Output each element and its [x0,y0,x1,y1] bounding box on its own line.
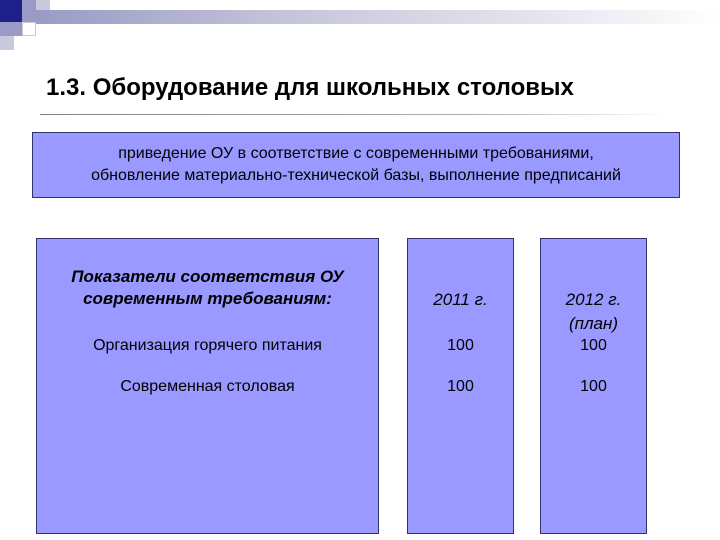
indicator-header-line-2: современным требованиям: [83,289,332,308]
corner-square-mid-2 [0,22,22,36]
year-2012-header-line-1: 2012 г. [565,290,622,309]
corner-square-white [22,22,36,36]
page-title: 1.3. Оборудование для школьных столовых [46,74,574,101]
value-2012-hot-meals: 100 [580,337,607,354]
indicator-header-line-1: Показатели соответствия ОУ [71,267,344,286]
year-2011-column [407,238,514,534]
year-2012-header-line-2: (план) [568,314,619,333]
description-line-1: приведение ОУ в соответствие с современными требованиями, [118,145,594,162]
description-line-2: обновление материально-технической базы, выполнение предписаний [91,167,621,184]
corner-square-mid [22,0,36,22]
description-box [32,132,680,198]
corner-square-dark [0,0,22,22]
title-divider [40,114,670,115]
value-2012-modern-canteen: 100 [580,378,607,395]
row-label-modern-canteen: Современная столовая [120,378,295,395]
value-2011-hot-meals: 100 [447,337,474,354]
row-label-hot-meals: Организация горячего питания [93,337,322,354]
top-gradient-bar [36,10,720,24]
year-2012-column [540,238,647,534]
value-2011-modern-canteen: 100 [447,378,474,395]
year-2011-header: 2011 г. [433,290,488,309]
corner-square-light-2 [0,36,14,50]
indicators-column [36,238,379,534]
